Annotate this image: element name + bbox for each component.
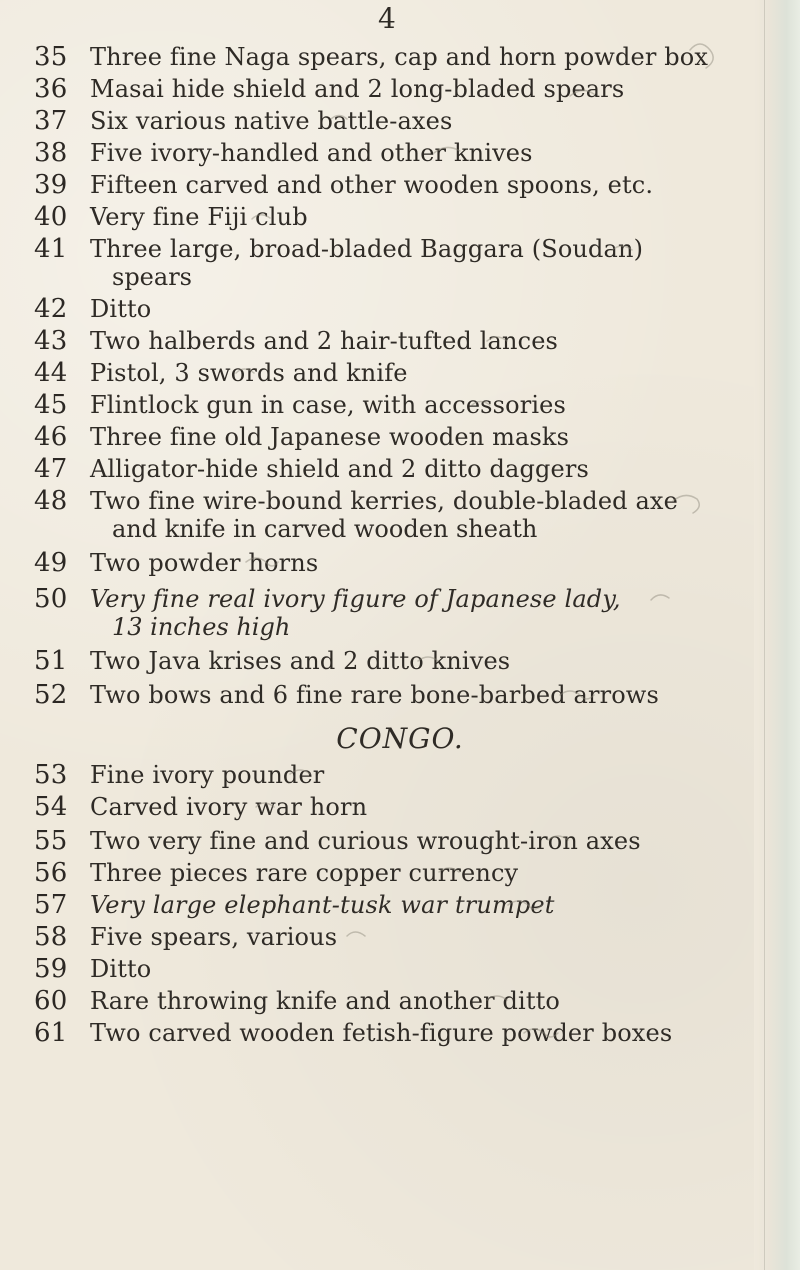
lot-description: Two very fine and curious wrought-iron axes: [90, 827, 641, 855]
lot-number: 51: [34, 646, 68, 676]
lot-number: 58: [34, 922, 68, 952]
lot-description: Three pieces rare copper currency: [90, 859, 519, 887]
lot-number: 44: [34, 358, 68, 388]
lot-description: Two halberds and 2 hair-tufted lances: [90, 327, 559, 355]
lot-number: 35: [34, 42, 68, 72]
page-number: 4: [378, 2, 396, 35]
lot-description: Ditto: [90, 295, 152, 323]
lot-number: 48: [34, 486, 68, 516]
lot-description: Carved ivory war horn: [90, 793, 368, 821]
lot-number: 60: [34, 986, 68, 1016]
lot-description: Five ivory-handled and other knives: [90, 139, 533, 167]
lot-description: Alligator-hide shield and 2 ditto daggers: [90, 455, 589, 483]
lot-description-continued: spears: [112, 263, 192, 291]
lot-description-continued: and knife in carved wooden sheath: [112, 515, 538, 543]
lot-description: Very fine real ivory figure of Japanese lady,: [90, 585, 621, 613]
lot-number: 55: [34, 826, 68, 856]
lot-description: Two bows and 6 fine rare bone-barbed arrows: [90, 681, 659, 709]
page-edge: [754, 0, 800, 1270]
lot-number: 49: [34, 548, 68, 578]
lot-number: 40: [34, 202, 68, 232]
lot-description: Pistol, 3 swords and knife: [90, 359, 408, 387]
lot-description: Three large, broad-bladed Baggara (Soudan): [90, 235, 644, 263]
lot-description: Six various native battle-axes: [90, 107, 453, 135]
lot-number: 57: [34, 890, 68, 920]
lot-number: 43: [34, 326, 68, 356]
lot-number: 61: [34, 1018, 68, 1048]
lot-number: 47: [34, 454, 68, 484]
lot-description: Fifteen carved and other wooden spoons, etc.: [90, 171, 654, 199]
lot-number: 50: [34, 584, 68, 614]
lot-number: 41: [34, 234, 68, 264]
lot-description: Rare throwing knife and another ditto: [90, 987, 561, 1015]
lot-number: 38: [34, 138, 68, 168]
lot-description: Three fine old Japanese wooden masks: [90, 423, 570, 451]
lot-number: 53: [34, 760, 68, 790]
lot-number: 37: [34, 106, 68, 136]
lot-number: 59: [34, 954, 68, 984]
lot-description: Two fine wire-bound kerries, double-bladed axe: [90, 487, 678, 515]
lot-number: 45: [34, 390, 68, 420]
lot-description: Two Java krises and 2 ditto knives: [90, 647, 511, 675]
lot-description: Flintlock gun in case, with accessories: [90, 391, 566, 419]
lot-number: 36: [34, 74, 68, 104]
lot-description: Fine ivory pounder: [90, 761, 325, 789]
section-heading: CONGO.: [336, 722, 464, 755]
lot-number: 54: [34, 792, 68, 822]
lot-description: Very fine Fiji club: [90, 203, 308, 231]
pencil-mark: [651, 595, 669, 600]
lot-description: Two powder horns: [90, 549, 319, 577]
lot-number: 56: [34, 858, 68, 888]
lot-number: 46: [34, 422, 68, 452]
lot-description: Two carved wooden fetish-figure powder boxes: [90, 1019, 673, 1047]
lot-description-continued: 13 inches high: [112, 613, 291, 641]
lot-description: Five spears, various: [90, 923, 338, 951]
lot-description: Masai hide shield and 2 long-bladed spears: [90, 75, 625, 103]
lot-description: Very large elephant-tusk war trumpet: [90, 891, 555, 919]
lot-description: Ditto: [90, 955, 152, 983]
lot-number: 39: [34, 170, 68, 200]
lot-number: 42: [34, 294, 68, 324]
lot-number: 52: [34, 680, 68, 710]
pencil-mark: [347, 932, 365, 936]
lot-description: Three fine Naga spears, cap and horn powder box: [90, 43, 709, 71]
